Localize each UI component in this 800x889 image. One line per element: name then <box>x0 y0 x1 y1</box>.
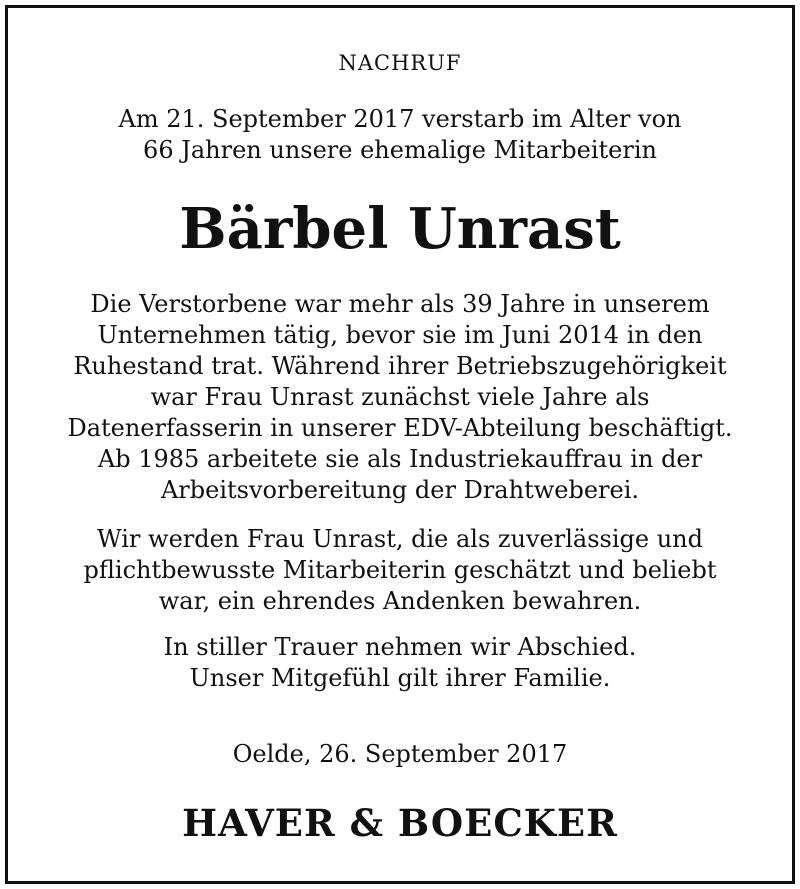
biography-line: Ab 1985 arbeitete sie als Industriekauffrau in der <box>97 445 703 473</box>
biography-paragraph <box>8 289 792 506</box>
biography-line: Datenerfasserin in unserer EDV-Abteilung beschäftigt. <box>67 414 733 442</box>
remembrance-line: pflichtbewusste Mitarbeiterin geschätzt und beliebt <box>83 556 717 584</box>
biography-line: Die Verstorbene war mehr als 39 Jahre in unserem <box>90 290 710 318</box>
remembrance-paragraph <box>8 524 792 617</box>
obituary-heading: NACHRUF <box>338 51 462 75</box>
condolence-line: In stiller Trauer nehmen wir Abschied. <box>163 633 637 661</box>
intro-line: Am 21. September 2017 verstarb im Alter von <box>118 105 682 133</box>
remembrance-line: war, ein ehrendes Andenken bewahren. <box>158 587 642 615</box>
remembrance-line: Wir werden Frau Unrast, die als zuverlässige und <box>97 525 703 553</box>
biography-line: war Frau Unrast zunächst viele Jahre als <box>150 383 650 411</box>
deceased-name: Bärbel Unrast <box>179 196 621 262</box>
intro-text <box>8 104 792 166</box>
biography-line: Unternehmen tätig, bevor sie im Juni 2014 in den <box>97 321 703 349</box>
biography-line: Ruhestand trat. Während ihrer Betriebszugehörigkeit <box>73 352 727 380</box>
place-date: Oelde, 26. September 2017 <box>232 740 568 768</box>
condolence-line: Unser Mitgefühl gilt ihrer Familie. <box>189 664 611 692</box>
biography-line: Arbeitsvorbereitung der Drahtweberei. <box>160 476 640 504</box>
condolence-paragraph <box>8 632 792 694</box>
intro-line: 66 Jahren unsere ehemalige Mitarbeiterin <box>143 136 657 164</box>
obituary-frame <box>5 5 795 884</box>
company-name: HAVER & BOECKER <box>182 801 618 845</box>
